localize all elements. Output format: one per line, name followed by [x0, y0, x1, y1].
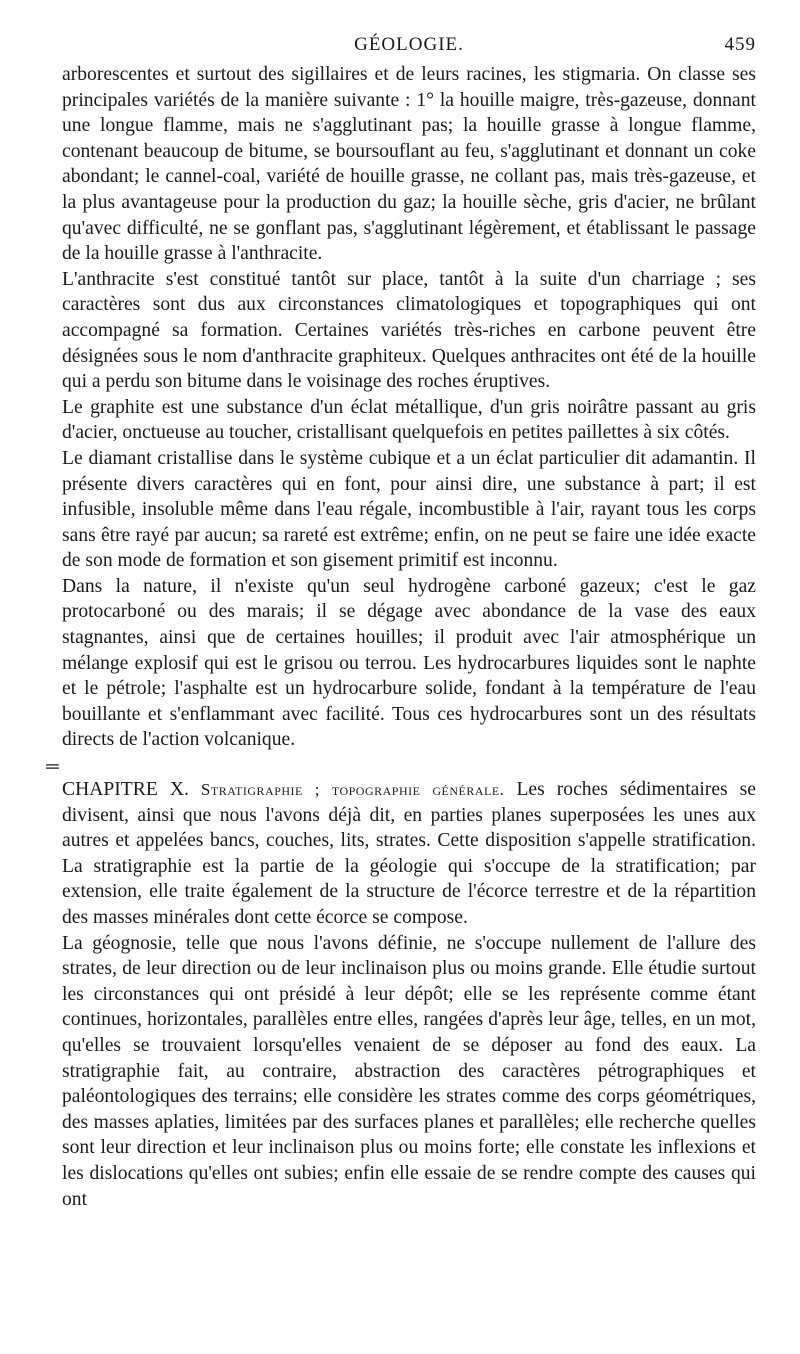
paragraph-anthracite: L'anthracite s'est constitué tantôt sur place, tantôt à la suite d'un charriage ; ses caractères sont dus aux circonstances climatologiques et topographiques qui ont accompagné sa formation. Certaines variétés très-riches en carbone peuvent être désignées sous le nom d'anthracite graphiteux. Quelques anthracites ont été de la houille qui a perdu son bitume dans le voisinage des roches éruptives.: [62, 268, 756, 393]
paragraph-graphite: Le graphite est une substance d'un éclat métallique, d'un gris noirâtre passant au gris d'acier, onctueuse au toucher, cristallisant quelquefois en petites paillettes à six côtés.: [62, 396, 756, 444]
paragraph-hydrocarbures: Dans la nature, il n'existe qu'un seul hydrogène carboné gazeux; c'est le gaz protocarboné ou des marais; il se dégage avec abondance de la vase des eaux stagnantes, ainsi que de certaines houilles; il produit avec l'air atmosphérique un mélange explosif qui est le grisou ou terrou. Les hydrocarbures liquides sont le naphte et le pétrole; l'asphalte est un hydrocarbure solide, fondant à la température de l'eau bouillante et s'enflammant avec facilité. Tous ces hydrocarbures sont un des résultats directs de l'action volcanique.: [62, 575, 756, 751]
chapter-paragraph: [62, 777, 756, 931]
chapter-heading: Stratigraphie ; topographie générale.: [200, 780, 505, 800]
page-title: GÉOLOGIE.: [354, 34, 464, 55]
chapter-label: CHAPITRE X.: [62, 779, 189, 801]
body-text: [46, 62, 756, 1212]
chapter-text: Les roches sédimentaires se divisent, ainsi que nous l'avons déjà dit, en parties planes superposées les unes aux autres et appelées bancs, couches, lits, strates. Cette disposition s'appelle stratification. La stratigraphie est la partie de la géologie qui s'occupe de la stratification; par extension, elle traite également de la structure de l'écorce terrestre et de la répartition des masses minérales dont cette écorce se compose.: [62, 779, 756, 928]
page-number: 459: [724, 34, 756, 55]
paragraph-geognosie: La géognosie, telle que nous l'avons définie, ne s'occupe nullement de l'allure des strates, de leur direction ou de leur inclinaison plus ou moins grande. Elle étudie surtout les circonstances qui ont présidé à leur dépôt; elle se les représente comme étant continues, horizontales, parallèles entre elles, rangées d'après leur âge, telles, en un mot, qu'elles se trouvaient lorsqu'elles venaient de se déposer au fond des eaux. La stratigraphie fait, au contraire, abstraction des caractères pétrographiques et paléontologiques des terrains; elle considère les strates comme des corps géométriques, des masses aplaties, limitées par des surfaces planes et parallèles; elle recherche quelles sont leur direction et leur inclinaison plus ou moins forte; elle constate les inflexions et les dislocations qu'elles ont subies; enfin elle essaie de se rendre compte des causes qui ont: [62, 932, 756, 1210]
paragraph-diamant: Le diamant cristallise dans le système cubique et a un éclat particulier dit adamantin. Il présente divers caractères qui en font, pour ainsi dire, une substance à part; il est infusible, insoluble même dans l'eau régale, incombustible à l'air, rayant tous les corps sans être rayé par aucun; sa rareté est extrême; enfin, on ne peut se faire une idée exacte de son mode de formation et son gisement primitif est inconnu.: [62, 447, 756, 572]
running-head: [62, 26, 756, 62]
paragraph-houille: arborescentes et surtout des sigillaires et de leurs racines, les stigmaria. On classe ses principales variétés de la manière suivante : 1° la houille maigre, très-gazeuse, donnant une longue flamme, mais ne s'agglutinant pas; la houille grasse à longue flamme, contenant beaucoup de bitume, se boursouflant au feu, s'agglutinant et donnant un coke abondant; le cannel-coal, variété de houille grasse, ne collant pas, mais très-gazeuse, et la plus avantageuse pour la production du gaz; la houille sèche, gris d'acier, ne brûlant qu'avec difficulté, ne se gonflant pas, s'agglutinant légèrement, et établissant le passage de la houille grasse à l'anthracite.: [62, 64, 756, 265]
section-ornament-icon: ═: [46, 756, 59, 777]
